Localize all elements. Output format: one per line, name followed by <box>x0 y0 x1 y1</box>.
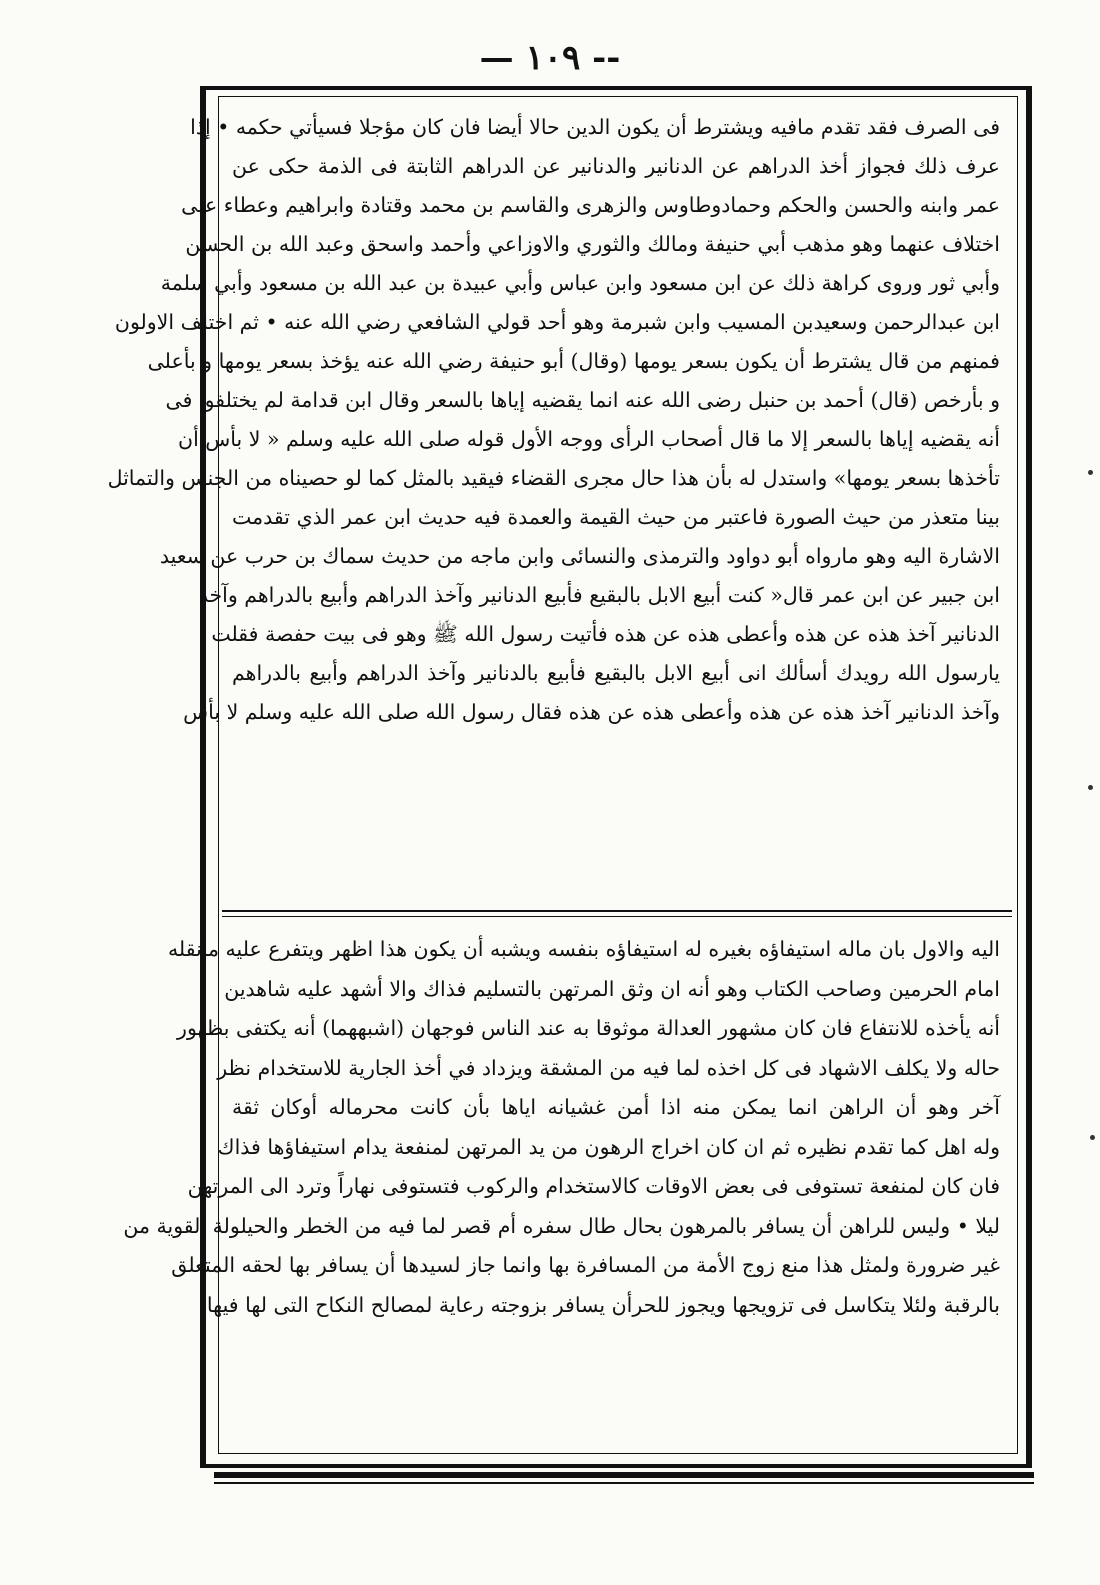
bottom-rule-thick <box>214 1472 1034 1478</box>
main-text-line: اختلاف عنهما وهو مذهب أبي حنيفة ومالك والثوري والاوزاعي وأحمد واسحق وعبد الله بن الحسن <box>185 232 1000 256</box>
main-text-line: عرف ذلك فجواز أخذ الدراهم عن الدنانير والدنانير عن الدراهم الثابتة فى الذمة حكى عن <box>232 154 1000 178</box>
main-text-line: ابن جبير عن ابن عمر قال« كنت أبيع الابل بالبقيع فأبيع الدنانير وآخذ الدراهم وأبيع بالدراهم وآخذ <box>198 583 1000 607</box>
main-text-line: وأبي ثور وروى كراهة ذلك عن ابن مسعود وابن عباس وأبي عبيدة بن عبد الله بن مسعود وأبي سلمة <box>160 271 1000 295</box>
footnote-text-line: حاله ولا يكلف الاشهاد فى كل اخذه لما فيه من المشقة ويزداد في أخذ الجارية للاستخدام نظر <box>217 1055 1000 1080</box>
page-number: — ١٠٩ -- <box>479 38 621 78</box>
footnote-text-line: أنه يأخذه للانتفاع فان كان مشهور العدالة موثوقا به عند الناس فوجهان (اشبههما) أنه يكتفى بظهور <box>177 1016 1000 1040</box>
footnote-separator <box>222 910 1012 912</box>
main-text-line: و بأرخص (قال) أحمد بن حنبل رضى الله عنه انما يقضيه إياها بالسعر وقال ابن قدامة لم يختلفوا فى <box>165 388 1000 412</box>
bottom-rule-thin <box>214 1482 1034 1484</box>
footnote-text-line: غير ضرورة ولمثل هذا منع زوج الأمة من المسافرة بها وانما جاز لسيدها أن يسافر بها لحقه المتعلق <box>171 1253 1000 1277</box>
main-text-line: الاشارة اليه وهو مارواه أبو دواود والترمذى والنسائى وابن ماجه من حديث سماك بن حرب عن سعيد <box>159 544 1000 568</box>
footnote-text-line: بالرقبة ولئلا يتكاسل فى تزويجها ويجوز للحرأن يسافر بزوجته رعاية لمصالح النكاح التى لها فيها <box>206 1292 1000 1317</box>
footnote-text-line: ليلا • وليس للراهن أن يسافر بالمرهون بحال طال سفره أم قصر لما فيه من الخطر والحيلولة القوية من <box>123 1213 1000 1238</box>
main-text-line: يارسول الله رويدك أسألك انى أبيع الابل بالبقيع فأبيع بالدنانير وآخذ الدراهم وأبيع بالدراهم <box>232 661 1000 685</box>
main-text-line: بينا متعذر من حيث الصورة فاعتبر من حيث القيمة والعمدة فيه حديث ابن عمر الذي تقدمت <box>232 505 1000 529</box>
main-text-line: فمنهم من قال يشترط أن يكون بسعر يومها (وقال) أبو حنيفة رضي الله عنه يؤخذ بسعر يومها و بأعلى <box>147 349 1000 373</box>
margin-mark <box>1088 785 1093 790</box>
main-text-line: الدنانير آخذ هذه عن هذه وأعطى هذه عن هذه فأتيت رسول الله ﷺ وهو فى بيت حفصة فقلت <box>211 622 1000 646</box>
footnote-text-line: اليه والاول بان ماله استيفاؤه بغيره له استيفاؤه بنفسه ويشبه أن يكون هذا اظهر ويتفرع عليه مانقله <box>167 937 1000 961</box>
footnote-text-line: فان كان لمنفعة تستوفى فى بعض الاوقات كالاستخدام والركوب فتستوفى نهاراً وترد الى المرتهن <box>187 1174 1000 1198</box>
main-text-line: تأخذها بسعر يومها» واستدل له بأن هذا حال مجرى القضاء فيقيد بالمثل كما لو حصيناه من الجنس والتماثل <box>107 466 1000 490</box>
main-text-line: ابن عبدالرحمن وسعيدبن المسيب وابن شبرمة وهو أحد قولي الشافعي رضي الله عنه • ثم اختلف الاولون <box>114 310 1000 334</box>
margin-mark <box>1090 1135 1095 1140</box>
footnote-text-block <box>123 930 1000 1325</box>
main-text-block <box>107 108 1000 732</box>
main-text-line: وآخذ الدنانير آخذ هذه عن هذه وأعطى هذه عن هذه فقال رسول الله صلى الله عليه وسلم لا بأس <box>183 700 1000 724</box>
main-text-line: فى الصرف فقد تقدم مافيه ويشترط أن يكون الدين حالا أيضا فان كان مؤجلا فسيأتي حكمه • إذا <box>190 115 1000 139</box>
footnote-text-line: آخر وهو أن الراهن انما يمكن منه اذا أمن غشيانه اياها بأن كانت محرماله أوكان ثقة <box>232 1095 1000 1119</box>
main-text-line: أنه يقضيه إياها بالسعر إلا ما قال أصحاب الرأى ووجه الأول قوله صلى الله عليه وسلم « لا بأس أن <box>178 427 1000 451</box>
footnote-text-line: امام الحرمين وصاحب الكتاب وهو أنه ان وثق المرتهن بالتسليم فذاك والا أشهد عليه شاهدين <box>224 976 1000 1001</box>
footnote-text-line: وله اهل كما تقدم نظيره ثم ان كان اخراج الرهون من يد المرتهن لمنفعة يدام استيفاؤها فذاك <box>217 1134 1000 1159</box>
main-text-line: عمر وابنه والحسن والحكم وحمادوطاوس والزهرى والقاسم بن محمد وقتادة وابراهيم وعطاء على <box>181 193 1000 217</box>
margin-mark <box>1088 470 1093 475</box>
footnote-separator-thin <box>222 916 1012 917</box>
